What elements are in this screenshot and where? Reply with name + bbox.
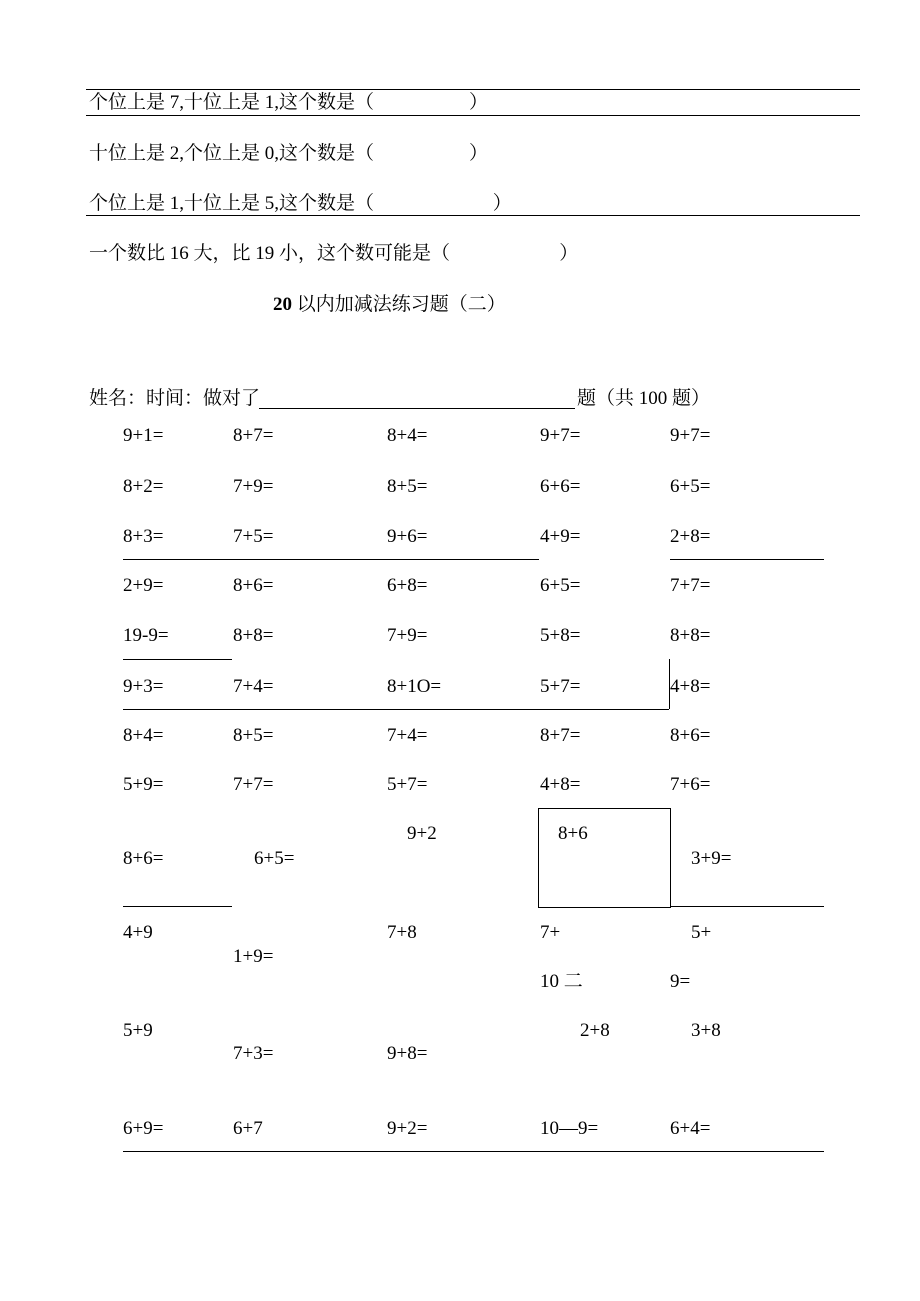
problem: 9+8= (387, 1043, 428, 1064)
rule (86, 215, 860, 216)
problem: 5+7= (387, 774, 428, 795)
problem: 6+5= (254, 848, 295, 869)
problem: 2+8 (580, 1020, 610, 1041)
problem: 7+5= (233, 526, 274, 547)
problem: 8+5= (233, 725, 274, 746)
problem: 10—9= (540, 1118, 599, 1139)
problem: 10 二 (540, 971, 583, 992)
problem: 9+7= (540, 425, 581, 446)
rule (670, 906, 824, 907)
problem: 8+8= (670, 625, 711, 646)
problem: 9+3= (123, 676, 164, 697)
problem: 7+7= (670, 575, 711, 596)
problem: 7+9= (387, 625, 428, 646)
rule (86, 89, 860, 90)
problem: 2+9= (123, 575, 164, 596)
rule (123, 906, 232, 907)
problem: 9+7= (670, 425, 711, 446)
problem: 4+8= (670, 676, 711, 697)
problem: 5+8= (540, 625, 581, 646)
problem: 6+8= (387, 575, 428, 596)
problem: 7+9= (233, 476, 274, 497)
problem: 8+6= (123, 848, 164, 869)
problem: 6+9= (123, 1118, 164, 1139)
rule (86, 115, 860, 116)
rule (123, 559, 539, 560)
problem: 8+7= (540, 725, 581, 746)
problem: 4+8= (540, 774, 581, 795)
question-4: 一个数比 16 大，比 19 小，这个数可能是（ ） (89, 243, 579, 264)
problem: 8+7= (233, 425, 274, 446)
problem: 8+4= (123, 725, 164, 746)
problem: 5+9 (123, 1020, 153, 1041)
problem: 7+3= (233, 1043, 274, 1064)
problem: 8+6= (233, 575, 274, 596)
problem: 8+4= (387, 425, 428, 446)
problem: 5+ (691, 922, 712, 943)
problem: 6+5= (670, 476, 711, 497)
problem: 8+3= (123, 526, 164, 547)
problem: 7+ (540, 922, 561, 943)
header-suffix: 题（共 100 题） (577, 388, 711, 409)
problem: 19-9= (123, 625, 169, 646)
problem: 3+8 (691, 1020, 721, 1041)
problem: 9= (670, 971, 691, 992)
rule (123, 659, 232, 660)
problem: 6+7 (233, 1118, 263, 1139)
problem: 7+8 (387, 922, 417, 943)
problem: 3+9= (691, 848, 732, 869)
problem: 8+8= (233, 625, 274, 646)
problem: 9+2= (387, 1118, 428, 1139)
title-number: 20 (273, 294, 292, 315)
problem: 8+1O= (387, 676, 442, 697)
header-label: 姓名：时间：做对了 (89, 388, 261, 409)
problem: 4+9 (123, 922, 153, 943)
problem: 8+2= (123, 476, 164, 497)
problem: 7+4= (387, 725, 428, 746)
rule (670, 559, 824, 560)
rule (123, 709, 669, 710)
problem: 9+2 (407, 823, 437, 844)
problem: 5+9= (123, 774, 164, 795)
score-blank (259, 408, 575, 409)
problem: 6+5= (540, 575, 581, 596)
problem: 9+1= (123, 425, 164, 446)
problem: 7+6= (670, 774, 711, 795)
question-2: 十位上是 2,个位上是 0,这个数是（ ） (89, 143, 489, 164)
problem: 4+9= (540, 526, 581, 547)
rule (123, 1151, 824, 1152)
problem: 6+4= (670, 1118, 711, 1139)
problem: 8+5= (387, 476, 428, 497)
problem: 2+8= (670, 526, 711, 547)
problem: 7+4= (233, 676, 274, 697)
problem: 5+7= (540, 676, 581, 697)
problem: 9+6= (387, 526, 428, 547)
problem: 8+6= (670, 725, 711, 746)
problem: 8+6 (558, 823, 588, 844)
problem: 6+6= (540, 476, 581, 497)
problem: 7+7= (233, 774, 274, 795)
page-title (273, 294, 506, 316)
question-1: 个位上是 7,十位上是 1,这个数是（ ） (89, 92, 489, 113)
title-text: 以内加减法练习题（二） (292, 294, 506, 315)
problem: 1+9= (233, 946, 274, 967)
question-3: 个位上是 1,十位上是 5,这个数是（ ） (89, 193, 512, 214)
